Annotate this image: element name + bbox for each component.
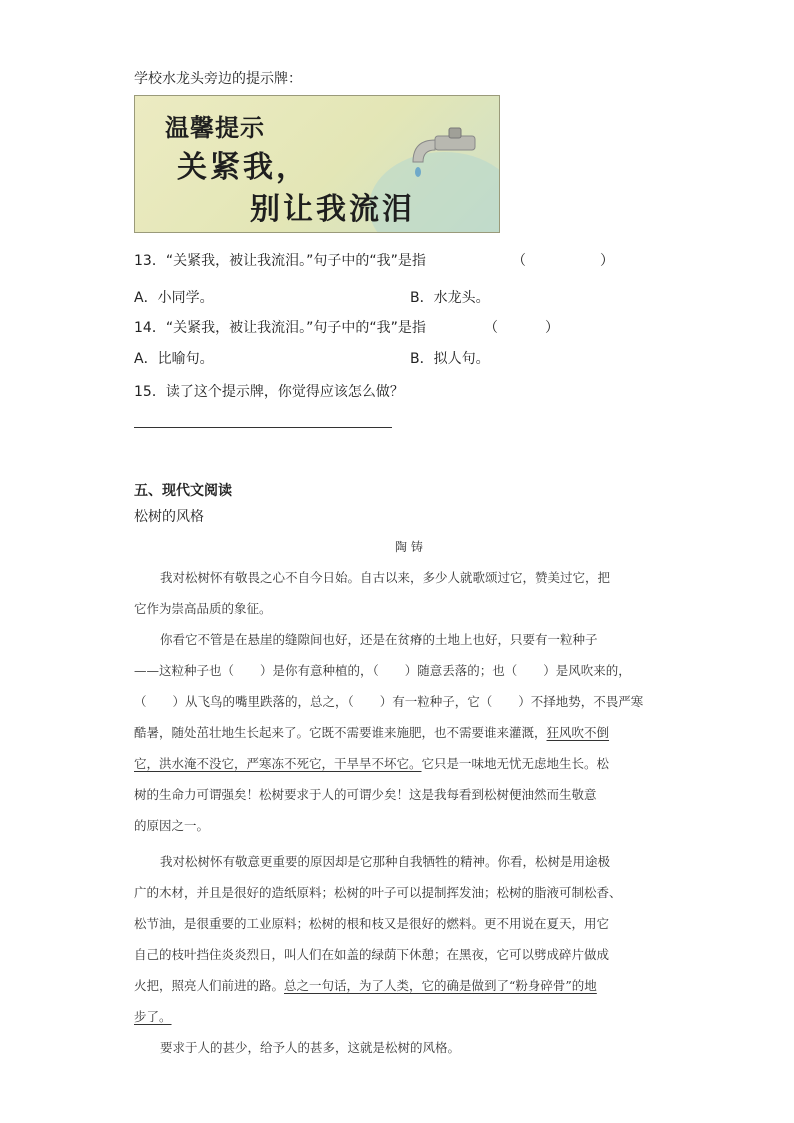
q13-option-b: B．水龙头。: [410, 290, 490, 306]
tip-sign-image: [134, 95, 500, 233]
p2-line-4: 酷暑，随处茁壮地生长起来了。它既不需要谁来施肥，也不需要谁来灌溉，狂风吹不倒: [134, 725, 610, 740]
section-heading: 五、现代文阅读: [134, 483, 232, 499]
p3-line-4: 自己的枝叶挡住炎炎烈日，叫人们在如盖的绿荫下休憩；在黑夜，它可以劈成碎片做成: [134, 947, 610, 962]
sign-line-2: 关紧我，: [177, 150, 309, 185]
passage-author: 陶 铸: [395, 540, 423, 554]
p2-line-6: 树的生命力可谓强矣！松树要求于人的可谓少矣！这是我每看到松树便油然而生敬意: [134, 787, 597, 802]
sign-line-3: 别让我流泪: [250, 192, 415, 227]
q13-paren-open: （: [512, 253, 526, 269]
p3-line-2: 广的木材，并且是很好的造纸原料；松树的叶子可以提制挥发油；松树的脂液可制松香、: [134, 885, 622, 900]
underlined-sentence-2b: 步了。: [134, 1009, 172, 1024]
faucet-icon: [405, 126, 485, 196]
p3-line-3: 松节油，是很重要的工业原料；松树的根和枝又是很好的燃料。更不用说在夏天，用它: [134, 916, 610, 931]
q15-stem: 15．读了这个提示牌，你觉得应该怎么做？: [134, 384, 404, 400]
p3-line-6: [134, 1007, 172, 1025]
p4-line-1: 要求于人的甚少，给予人的甚多，这就是松树的风格。: [160, 1040, 461, 1055]
p2-line-3: （ ）从飞鸟的嘴里跌落的，总之，（ ）有一粒种子，它（ ）不择地势，不畏严寒: [134, 694, 644, 709]
underlined-sentence-1a: 狂风吹不倒: [546, 725, 610, 740]
q14-option-b: B．拟人句。: [410, 351, 490, 367]
q13-stem: 13．“关紧我，被让我流泪。”句子中的“我”是指: [134, 253, 426, 269]
underlined-sentence-1b: 它，洪水淹不没它，严寒冻不死它，干旱旱不坏它。: [134, 756, 422, 771]
p1-line-2: 它作为崇高品质的象征。: [134, 601, 272, 616]
q13-paren-close: ）: [600, 253, 614, 269]
underlined-sentence-2a: 总之一句话，为了人类，它的确是做到了“粉身碎骨”的地: [284, 978, 597, 993]
intro-text: 学校水龙头旁边的提示牌：: [134, 71, 302, 87]
passage-title: 松树的风格: [134, 509, 204, 525]
q14-option-a: A．比喻句。: [134, 351, 214, 367]
p1-line-1: 我对松树怀有敬畏之心不自今日始。自古以来，多少人就歌颂过它，赞美过它，把: [160, 570, 611, 585]
q14-paren-open: （: [484, 320, 498, 336]
sign-line-1: 温馨提示: [165, 114, 265, 142]
p3-line-5: 火把，照亮人们前进的路。总之一句话，为了人类，它的确是做到了“粉身碎骨”的地: [134, 978, 597, 993]
p2-line-5: 它，洪水淹不没它，严寒冻不死它，干旱旱不坏它。它只是一味地无忧无虑地生长。松: [134, 756, 610, 771]
p2-line-1: 你看它不管是在悬崖的缝隙间也好，还是在贫瘠的土地上也好，只要有一粒种子: [160, 632, 598, 647]
p2-line-2: ——这粒种子也（ ）是你有意种植的，（ ）随意丢落的；也（ ）是风吹来的，: [134, 663, 631, 678]
q14-stem: 14．“关紧我，被让我流泪。”句子中的“我”是指: [134, 320, 426, 336]
p3-line-1: 我对松树怀有敬意更重要的原因却是它那种自我牺牲的精神。你看，松树是用途极: [160, 854, 611, 869]
q15-answer-line[interactable]: [134, 427, 392, 428]
q14-paren-close: ）: [545, 320, 559, 336]
p2-line-7: 的原因之一。: [134, 818, 210, 833]
q13-option-a: A．小同学。: [134, 290, 214, 306]
